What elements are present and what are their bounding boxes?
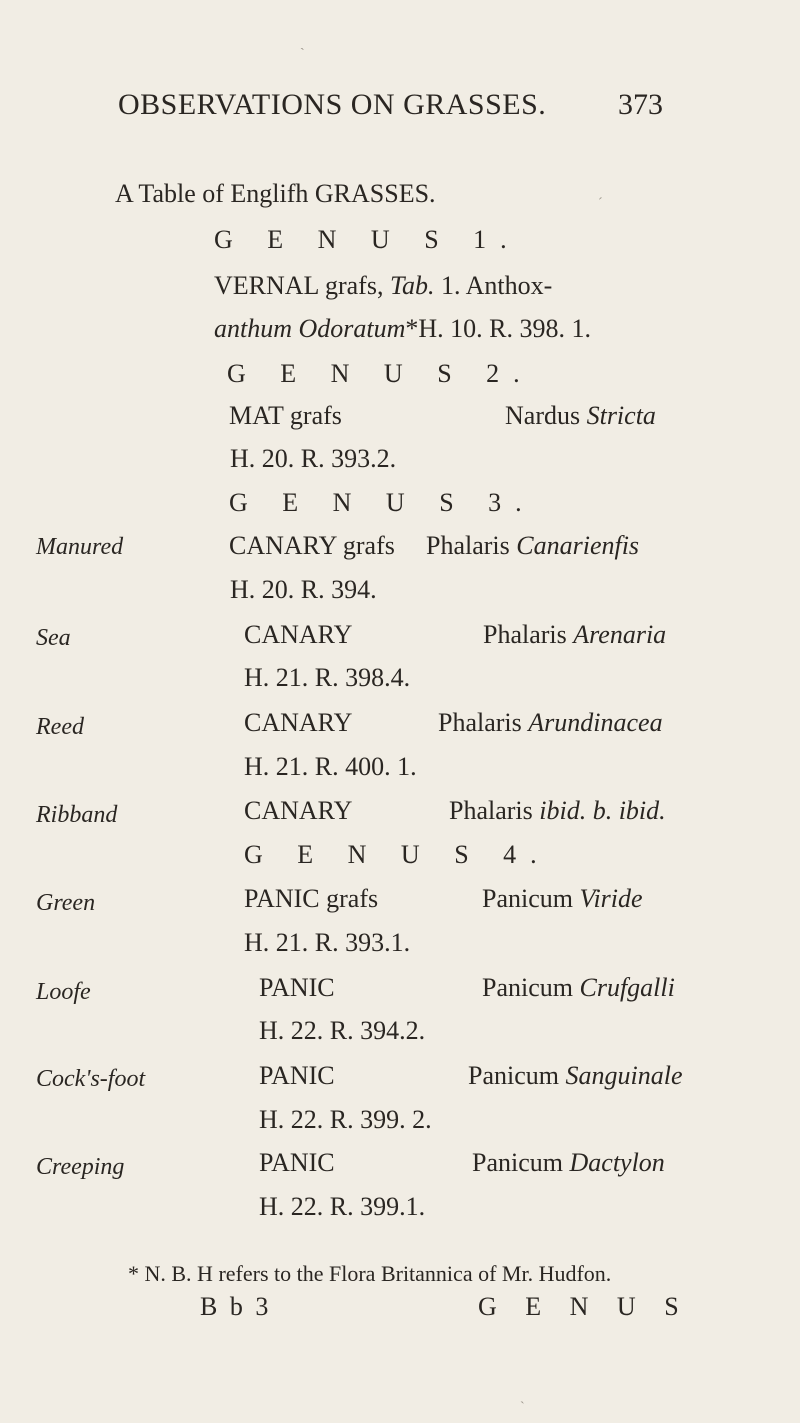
vernal-species: anthum Odoratum (214, 314, 406, 343)
genus-2-heading: G E N U S 2. (227, 359, 534, 388)
latin-species: Dactylon (569, 1148, 665, 1177)
mat-name: MAT grafs (229, 401, 342, 430)
latin-genus: Panicum (482, 884, 573, 913)
side-label: Manured (36, 534, 124, 560)
side-label: Green (36, 890, 96, 916)
latin-species: Crufgalli (579, 973, 675, 1002)
entry-ref: H. 21. R. 398.4. (244, 663, 411, 692)
paper-speck: ˊ (598, 196, 603, 211)
entry-name: CANARY (244, 620, 353, 649)
genus-1-heading: G E N U S 1. (214, 225, 521, 254)
entry-ref: H. 21. R. 393.1. (244, 928, 411, 957)
entry-latin (468, 1063, 683, 1089)
catchword: G E N U S (478, 1292, 690, 1321)
entry-ref: H. 22. R. 399.1. (259, 1192, 426, 1221)
mat-latin (505, 403, 656, 429)
running-title: OBSERVATIONS ON GRASSES. (118, 88, 547, 121)
entry-latin (449, 798, 666, 824)
latin-genus: Panicum (482, 973, 573, 1002)
side-label: Sea (36, 625, 71, 651)
latin-species: Sanguinale (565, 1061, 683, 1090)
tab-label: Tab. (389, 271, 435, 300)
signature-mark: B b 3 (200, 1292, 272, 1321)
genus-1-line-1 (214, 273, 552, 299)
latin-genus: Phalaris (449, 796, 533, 825)
latin-species: Viride (579, 884, 643, 913)
entry-latin (426, 533, 639, 559)
entry-ref: H. 21. R. 400. 1. (244, 752, 417, 781)
latin-species: Canarienfis (516, 531, 640, 560)
entry-latin (482, 975, 675, 1001)
genus-1-line-2 (214, 316, 591, 342)
latin-genus: Panicum (468, 1061, 559, 1090)
entry-name: PANIC (259, 1061, 335, 1090)
entry-ref: H. 20. R. 394. (230, 575, 377, 604)
entry-latin (472, 1150, 665, 1176)
side-label: Ribband (36, 802, 118, 828)
side-label: Reed (36, 714, 84, 740)
latin-species: Arundinacea (528, 708, 663, 737)
footnote: * N. B. H refers to the Flora Britannica of Mr. Hudfon. (128, 1261, 612, 1286)
entry-latin (438, 710, 663, 736)
entry-latin (483, 622, 666, 648)
entry-ref: H. 22. R. 394.2. (259, 1016, 426, 1045)
entry-ref: H. 22. R. 399. 2. (259, 1105, 432, 1134)
entry-name: PANIC (259, 973, 335, 1002)
latin-genus: Phalaris (438, 708, 522, 737)
genus-4-heading: G E N U S 4. (244, 840, 551, 869)
vernal-name: VERNAL grafs, (214, 271, 384, 300)
entry-name: CANARY (244, 708, 353, 737)
latin-genus: Panicum (472, 1148, 563, 1177)
paper-speck: ˏ (300, 36, 305, 51)
entry-name: CANARY grafs (229, 531, 395, 560)
side-label: Loofe (36, 979, 91, 1005)
vernal-ref: *H. 10. R. 398. 1. (405, 314, 592, 343)
paper-speck: ˋ (520, 1400, 525, 1415)
mat-ref: H. 20. R. 393.2. (230, 444, 397, 473)
entry-latin (482, 886, 643, 912)
entry-name: CANARY (244, 796, 353, 825)
side-label: Creeping (36, 1154, 125, 1180)
vernal-rest: 1. Anthox- (441, 271, 553, 300)
latin-genus: Phalaris (426, 531, 510, 560)
page-number: 373 (618, 88, 663, 121)
latin-genus: Phalaris (483, 620, 567, 649)
entry-name: PANIC grafs (244, 884, 379, 913)
table-title: A Table of Englifh GRASSES. (115, 179, 436, 208)
latin-species: Arenaria (573, 620, 667, 649)
mat-genus: Nardus (505, 401, 581, 430)
genus-3-heading: G E N U S 3. (229, 488, 536, 517)
mat-species: Stricta (586, 401, 656, 430)
entry-name: PANIC (259, 1148, 335, 1177)
latin-species: ibid. b. ibid. (539, 796, 666, 825)
side-label: Cock's-foot (36, 1066, 146, 1092)
